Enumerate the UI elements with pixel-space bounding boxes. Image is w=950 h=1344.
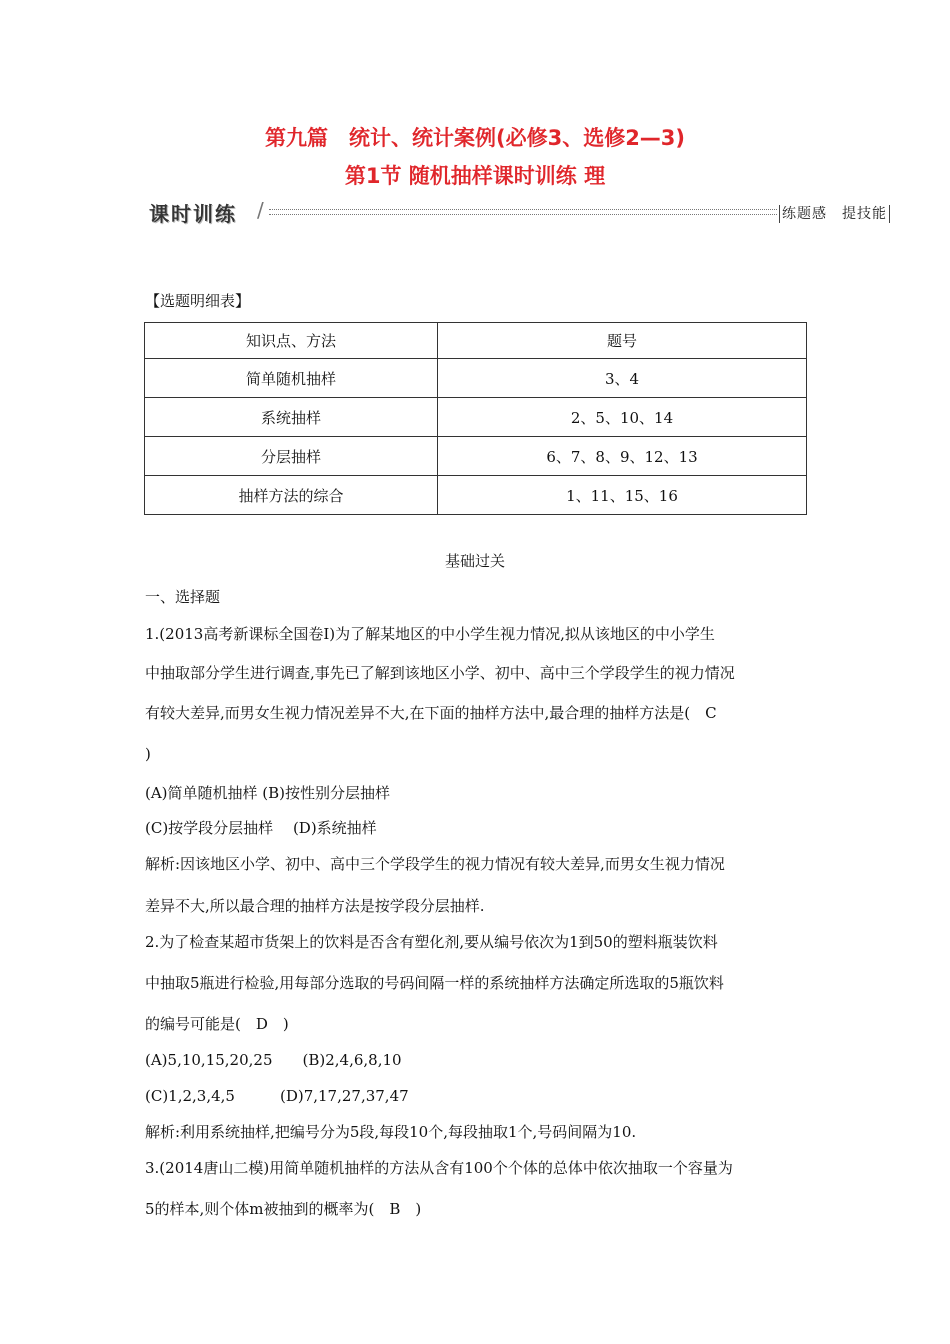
text-line: (C)1,2,3,4,5 (D)7,17,27,37,47: [145, 1087, 409, 1105]
text-line: 差异不大,所以最合理的抽样方法是按学段分层抽样.: [145, 897, 485, 915]
text-line: 5的样本,则个体m被抽到的概率为( B ): [145, 1200, 422, 1218]
banner-divider: [269, 209, 777, 210]
lesson-banner: [145, 196, 890, 228]
text-line: 中抽取5瓶进行检验,用每部分选取的号码间隔一样的系统抽样方法确定所选取的5瓶饮料: [145, 974, 724, 992]
page-subtitle: 第1节 随机抽样课时训练 理: [344, 164, 606, 188]
table-cell: 分层抽样: [145, 437, 438, 476]
table-cell: 3、4: [438, 359, 807, 398]
banner-slash-icon: /: [257, 198, 264, 222]
table-row: [145, 398, 807, 437]
text-line: 3.(2014唐山二模)用简单随机抽样的方法从含有100个个体的总体中依次抽取一个容量为: [145, 1159, 733, 1177]
text-line: ): [145, 745, 151, 763]
text-line: 有较大差异,而男女生视力情况差异不大,在下面的抽样方法中,最合理的抽样方法是( C: [145, 704, 717, 722]
table-header-cell: 题号: [438, 323, 807, 359]
text-line: (C)按学段分层抽样 (D)系统抽样: [145, 819, 377, 837]
table-cell: 系统抽样: [145, 398, 438, 437]
table-row: [145, 437, 807, 476]
table-header-row: [145, 323, 807, 359]
text-line: (A)简单随机抽样 (B)按性别分层抽样: [145, 784, 391, 802]
page-title: 第九篇 统计、统计案例(必修3、选修2—3): [264, 126, 686, 150]
banner-badge: 课时训练: [149, 202, 237, 226]
table-header-cell: 知识点、方法: [145, 323, 438, 359]
table-cell: 抽样方法的综合: [145, 476, 438, 515]
table-row: [145, 359, 807, 398]
banner-divider: [269, 214, 777, 215]
section-title: 基础过关: [444, 552, 505, 570]
table-cell: 2、5、10、14: [438, 398, 807, 437]
table-cell: 6、7、8、9、12、13: [438, 437, 807, 476]
text-line: 解析:因该地区小学、初中、高中三个学段学生的视力情况有较大差异,而男女生视力情况: [145, 855, 725, 873]
text-line: 中抽取部分学生进行调查,事先已了解到该地区小学、初中、高中三个学段学生的视力情况: [145, 664, 735, 682]
text-line: (A)5,10,15,20,25 (B)2,4,6,8,10: [145, 1051, 402, 1069]
subsection-title: 一、选择题: [145, 588, 221, 606]
text-line: 1.(2013高考新课标全国卷Ⅰ)为了解某地区的中小学生视力情况,拟从该地区的中小学生: [145, 625, 715, 643]
question-detail-table: [144, 322, 807, 515]
table-caption: 【选题明细表】: [145, 292, 251, 310]
table-cell: 简单随机抽样: [145, 359, 438, 398]
text-line: 解析:利用系统抽样,把编号分为5段,每段10个,每段抽取1个,号码间隔为10.: [145, 1123, 637, 1141]
table-cell: 1、11、15、16: [438, 476, 807, 515]
text-line: 的编号可能是( D ): [145, 1015, 289, 1033]
banner-tag: 练题感 提技能: [779, 205, 890, 223]
text-line: 2.为了检查某超市货架上的饮料是否含有塑化剂,要从编号依次为1到50的塑料瓶装饮料: [145, 933, 718, 951]
table-row: [145, 476, 807, 515]
